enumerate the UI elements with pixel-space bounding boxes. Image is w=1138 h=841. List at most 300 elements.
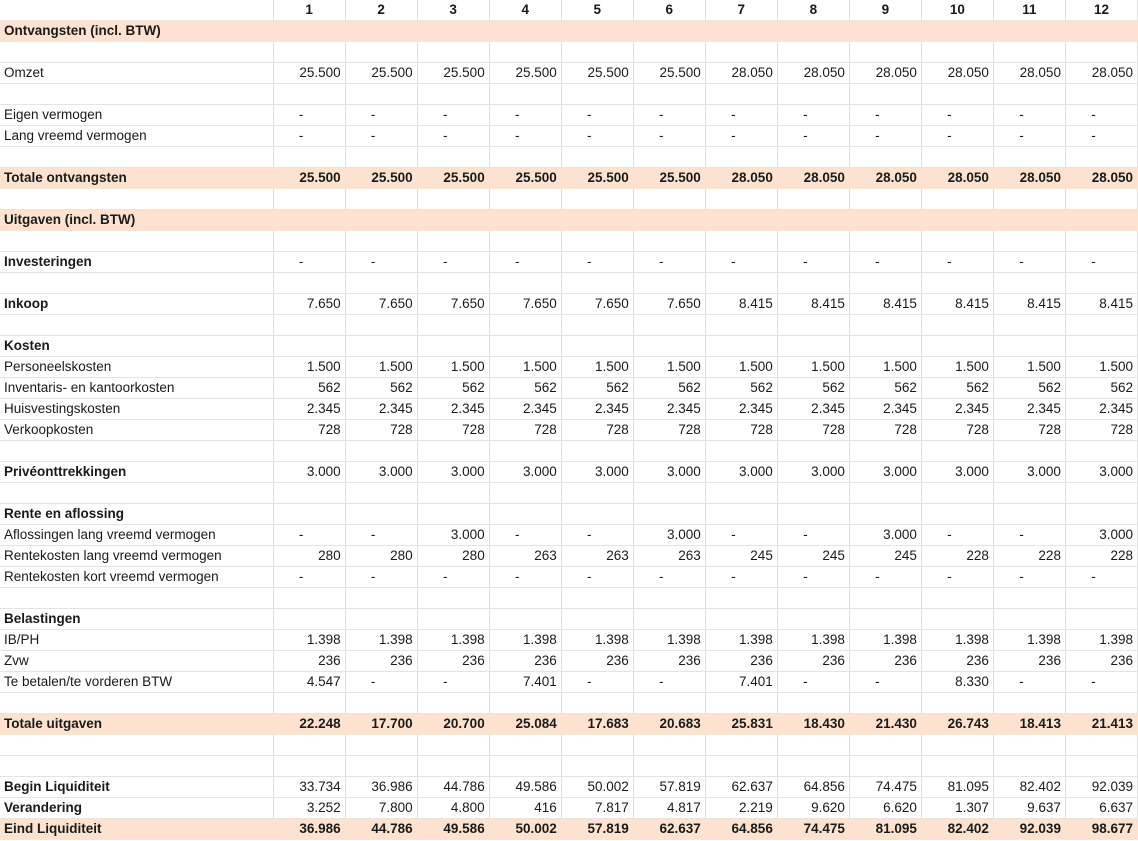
empty-cell[interactable]	[849, 693, 921, 714]
row-label-cell[interactable]	[0, 189, 273, 210]
value-cell[interactable]: 25.500	[561, 168, 633, 189]
empty-cell[interactable]	[921, 483, 993, 504]
empty-cell[interactable]	[921, 336, 993, 357]
value-cell[interactable]: -	[705, 567, 777, 588]
value-cell[interactable]: 9.637	[993, 798, 1065, 819]
value-cell[interactable]: 7.650	[633, 294, 705, 315]
empty-cell[interactable]	[849, 42, 921, 63]
value-cell[interactable]: -	[633, 126, 705, 147]
value-cell[interactable]: 25.084	[489, 714, 561, 735]
empty-cell[interactable]	[489, 609, 561, 630]
row-label-cell[interactable]	[0, 693, 273, 714]
empty-cell[interactable]	[273, 693, 345, 714]
row-label-cell[interactable]: Totale uitgaven	[0, 714, 273, 735]
value-cell[interactable]: 1.500	[777, 357, 849, 378]
empty-cell[interactable]	[489, 273, 561, 294]
empty-cell[interactable]	[273, 189, 345, 210]
empty-cell[interactable]	[273, 273, 345, 294]
empty-cell[interactable]	[417, 315, 489, 336]
value-cell[interactable]: 4.547	[273, 672, 345, 693]
value-cell[interactable]: 1.500	[993, 357, 1065, 378]
value-cell[interactable]: 17.700	[345, 714, 417, 735]
value-cell[interactable]: 28.050	[705, 168, 777, 189]
value-cell[interactable]: 728	[777, 420, 849, 441]
empty-cell[interactable]	[417, 273, 489, 294]
row-label-cell[interactable]	[0, 483, 273, 504]
value-cell[interactable]: 74.475	[777, 819, 849, 840]
empty-cell[interactable]	[489, 336, 561, 357]
empty-cell[interactable]	[993, 588, 1065, 609]
empty-cell[interactable]	[345, 756, 417, 777]
value-cell[interactable]: -	[921, 567, 993, 588]
value-cell[interactable]: 228	[1065, 546, 1137, 567]
empty-cell[interactable]	[921, 735, 993, 756]
value-cell[interactable]: -	[633, 672, 705, 693]
empty-cell[interactable]	[993, 84, 1065, 105]
value-cell[interactable]: -	[489, 252, 561, 273]
value-cell[interactable]: 280	[345, 546, 417, 567]
empty-cell[interactable]	[273, 231, 345, 252]
empty-cell[interactable]	[561, 273, 633, 294]
value-cell[interactable]: 21.413	[1065, 714, 1137, 735]
value-cell[interactable]: -	[273, 105, 345, 126]
empty-cell[interactable]	[777, 21, 849, 42]
value-cell[interactable]: 28.050	[777, 63, 849, 84]
value-cell[interactable]: 25.500	[273, 63, 345, 84]
empty-cell[interactable]	[705, 483, 777, 504]
empty-cell[interactable]	[273, 336, 345, 357]
empty-cell[interactable]	[417, 336, 489, 357]
value-cell[interactable]: 263	[489, 546, 561, 567]
value-cell[interactable]: 1.500	[1065, 357, 1137, 378]
value-cell[interactable]: 36.986	[345, 777, 417, 798]
empty-cell[interactable]	[849, 147, 921, 168]
empty-cell[interactable]	[993, 189, 1065, 210]
value-cell[interactable]: -	[777, 252, 849, 273]
empty-cell[interactable]	[489, 147, 561, 168]
empty-cell[interactable]	[561, 210, 633, 231]
value-cell[interactable]: 22.248	[273, 714, 345, 735]
value-cell[interactable]: 8.415	[705, 294, 777, 315]
empty-cell[interactable]	[345, 588, 417, 609]
value-cell[interactable]: 7.650	[345, 294, 417, 315]
empty-cell[interactable]	[921, 210, 993, 231]
value-cell[interactable]: -	[993, 105, 1065, 126]
value-cell[interactable]: -	[993, 672, 1065, 693]
value-cell[interactable]: 1.500	[273, 357, 345, 378]
value-cell[interactable]: 263	[633, 546, 705, 567]
value-cell[interactable]: -	[849, 567, 921, 588]
value-cell[interactable]: 1.398	[1065, 630, 1137, 651]
value-cell[interactable]: 28.050	[1065, 168, 1137, 189]
value-cell[interactable]: 62.637	[633, 819, 705, 840]
empty-cell[interactable]	[921, 84, 993, 105]
empty-cell[interactable]	[705, 735, 777, 756]
value-cell[interactable]: 3.000	[921, 462, 993, 483]
empty-cell[interactable]	[561, 504, 633, 525]
row-label-cell[interactable]: Te betalen/te vorderen BTW	[0, 672, 273, 693]
value-cell[interactable]: 1.500	[633, 357, 705, 378]
value-cell[interactable]: -	[345, 525, 417, 546]
empty-cell[interactable]	[633, 210, 705, 231]
empty-cell[interactable]	[849, 84, 921, 105]
value-cell[interactable]: -	[273, 252, 345, 273]
value-cell[interactable]: -	[489, 126, 561, 147]
empty-cell[interactable]	[777, 441, 849, 462]
value-cell[interactable]: 562	[1065, 378, 1137, 399]
value-cell[interactable]: 1.398	[777, 630, 849, 651]
value-cell[interactable]: -	[417, 672, 489, 693]
value-cell[interactable]: 1.500	[705, 357, 777, 378]
value-cell[interactable]: 7.650	[273, 294, 345, 315]
empty-cell[interactable]	[561, 483, 633, 504]
empty-cell[interactable]	[273, 609, 345, 630]
empty-cell[interactable]	[921, 441, 993, 462]
empty-cell[interactable]	[633, 693, 705, 714]
value-cell[interactable]: 44.786	[345, 819, 417, 840]
value-cell[interactable]: -	[993, 525, 1065, 546]
value-cell[interactable]: -	[849, 672, 921, 693]
row-label-cell[interactable]: Uitgaven (incl. BTW)	[0, 210, 273, 231]
empty-cell[interactable]	[849, 21, 921, 42]
empty-cell[interactable]	[633, 21, 705, 42]
row-label-cell[interactable]: Rente en aflossing	[0, 504, 273, 525]
value-cell[interactable]: 7.401	[705, 672, 777, 693]
value-cell[interactable]: -	[705, 105, 777, 126]
empty-cell[interactable]	[489, 42, 561, 63]
value-cell[interactable]: 1.500	[345, 357, 417, 378]
empty-cell[interactable]	[561, 189, 633, 210]
empty-cell[interactable]	[633, 189, 705, 210]
value-cell[interactable]: 2.345	[489, 399, 561, 420]
value-cell[interactable]: 1.398	[417, 630, 489, 651]
value-cell[interactable]: 7.817	[561, 798, 633, 819]
empty-cell[interactable]	[777, 231, 849, 252]
row-label-cell[interactable]: Eigen vermogen	[0, 105, 273, 126]
empty-cell[interactable]	[561, 609, 633, 630]
value-cell[interactable]: -	[561, 105, 633, 126]
empty-cell[interactable]	[849, 735, 921, 756]
value-cell[interactable]: 81.095	[849, 819, 921, 840]
empty-cell[interactable]	[273, 42, 345, 63]
value-cell[interactable]: 562	[273, 378, 345, 399]
value-cell[interactable]: 25.831	[705, 714, 777, 735]
value-cell[interactable]: -	[345, 567, 417, 588]
empty-cell[interactable]	[993, 441, 1065, 462]
value-cell[interactable]: 3.000	[849, 462, 921, 483]
row-label-cell[interactable]: Omzet	[0, 63, 273, 84]
value-cell[interactable]: 3.000	[777, 462, 849, 483]
empty-cell[interactable]	[633, 336, 705, 357]
value-cell[interactable]: -	[1065, 126, 1137, 147]
empty-cell[interactable]	[489, 735, 561, 756]
empty-cell[interactable]	[273, 588, 345, 609]
value-cell[interactable]: 28.050	[849, 168, 921, 189]
empty-cell[interactable]	[489, 504, 561, 525]
value-cell[interactable]: 50.002	[489, 819, 561, 840]
empty-cell[interactable]	[417, 504, 489, 525]
empty-cell[interactable]	[417, 588, 489, 609]
value-cell[interactable]: 3.252	[273, 798, 345, 819]
value-cell[interactable]: 236	[705, 651, 777, 672]
empty-cell[interactable]	[1065, 273, 1137, 294]
value-cell[interactable]: 3.000	[417, 525, 489, 546]
row-label-cell[interactable]: Rentekosten lang vreemd vermogen	[0, 546, 273, 567]
empty-cell[interactable]	[849, 315, 921, 336]
value-cell[interactable]: 236	[1065, 651, 1137, 672]
value-cell[interactable]: -	[921, 525, 993, 546]
value-cell[interactable]: 28.050	[849, 63, 921, 84]
month-header-cell[interactable]: 10	[921, 0, 993, 21]
empty-cell[interactable]	[921, 189, 993, 210]
empty-cell[interactable]	[345, 336, 417, 357]
empty-cell[interactable]	[705, 336, 777, 357]
value-cell[interactable]: 3.000	[273, 462, 345, 483]
value-cell[interactable]: -	[921, 252, 993, 273]
empty-cell[interactable]	[777, 315, 849, 336]
value-cell[interactable]: 562	[345, 378, 417, 399]
row-label-cell[interactable]: Inkoop	[0, 294, 273, 315]
value-cell[interactable]: 562	[705, 378, 777, 399]
value-cell[interactable]: 3.000	[489, 462, 561, 483]
empty-cell[interactable]	[849, 231, 921, 252]
empty-cell[interactable]	[849, 588, 921, 609]
value-cell[interactable]: 3.000	[633, 525, 705, 546]
empty-cell[interactable]	[993, 609, 1065, 630]
value-cell[interactable]: -	[777, 105, 849, 126]
value-cell[interactable]: 728	[417, 420, 489, 441]
empty-cell[interactable]	[345, 42, 417, 63]
value-cell[interactable]: 18.430	[777, 714, 849, 735]
value-cell[interactable]: 8.415	[921, 294, 993, 315]
empty-cell[interactable]	[561, 84, 633, 105]
empty-cell[interactable]	[921, 504, 993, 525]
value-cell[interactable]: 25.500	[345, 63, 417, 84]
value-cell[interactable]: 2.345	[921, 399, 993, 420]
empty-cell[interactable]	[993, 273, 1065, 294]
value-cell[interactable]: 1.398	[849, 630, 921, 651]
value-cell[interactable]: -	[1065, 105, 1137, 126]
value-cell[interactable]: 263	[561, 546, 633, 567]
value-cell[interactable]: 7.800	[345, 798, 417, 819]
value-cell[interactable]: 228	[993, 546, 1065, 567]
value-cell[interactable]: 25.500	[417, 63, 489, 84]
value-cell[interactable]: 20.683	[633, 714, 705, 735]
value-cell[interactable]: 728	[705, 420, 777, 441]
row-label-cell[interactable]: Zvw	[0, 651, 273, 672]
value-cell[interactable]: 1.398	[561, 630, 633, 651]
empty-cell[interactable]	[1065, 735, 1137, 756]
empty-cell[interactable]	[489, 441, 561, 462]
value-cell[interactable]: 81.095	[921, 777, 993, 798]
empty-cell[interactable]	[777, 609, 849, 630]
empty-cell[interactable]	[921, 315, 993, 336]
value-cell[interactable]: 26.743	[921, 714, 993, 735]
row-label-cell[interactable]	[0, 756, 273, 777]
month-header-cell[interactable]: 8	[777, 0, 849, 21]
row-label-cell[interactable]	[0, 231, 273, 252]
empty-cell[interactable]	[993, 756, 1065, 777]
empty-cell[interactable]	[417, 189, 489, 210]
empty-cell[interactable]	[705, 231, 777, 252]
value-cell[interactable]: 8.415	[849, 294, 921, 315]
empty-cell[interactable]	[633, 273, 705, 294]
value-cell[interactable]: 28.050	[993, 63, 1065, 84]
row-label-cell[interactable]: Inventaris- en kantoorkosten	[0, 378, 273, 399]
empty-cell[interactable]	[633, 483, 705, 504]
value-cell[interactable]: 6.637	[1065, 798, 1137, 819]
empty-cell[interactable]	[273, 735, 345, 756]
value-cell[interactable]: -	[489, 105, 561, 126]
empty-cell[interactable]	[921, 231, 993, 252]
value-cell[interactable]: 2.345	[273, 399, 345, 420]
empty-cell[interactable]	[777, 693, 849, 714]
value-cell[interactable]: -	[777, 567, 849, 588]
empty-cell[interactable]	[633, 231, 705, 252]
empty-cell[interactable]	[705, 147, 777, 168]
value-cell[interactable]: 44.786	[417, 777, 489, 798]
empty-cell[interactable]	[1065, 84, 1137, 105]
value-cell[interactable]: -	[561, 126, 633, 147]
value-cell[interactable]: 245	[705, 546, 777, 567]
empty-cell[interactable]	[1065, 231, 1137, 252]
value-cell[interactable]: 2.345	[561, 399, 633, 420]
empty-cell[interactable]	[1065, 189, 1137, 210]
empty-cell[interactable]	[345, 441, 417, 462]
value-cell[interactable]: -	[417, 126, 489, 147]
value-cell[interactable]: 1.500	[561, 357, 633, 378]
value-cell[interactable]: -	[417, 252, 489, 273]
row-label-cell[interactable]: Personeelskosten	[0, 357, 273, 378]
value-cell[interactable]: 28.050	[705, 63, 777, 84]
row-label-cell[interactable]	[0, 315, 273, 336]
empty-cell[interactable]	[633, 504, 705, 525]
month-header-cell[interactable]: 12	[1065, 0, 1137, 21]
value-cell[interactable]: 1.398	[993, 630, 1065, 651]
empty-cell[interactable]	[993, 735, 1065, 756]
row-label-cell[interactable]: Totale ontvangsten	[0, 168, 273, 189]
value-cell[interactable]: 49.586	[489, 777, 561, 798]
empty-cell[interactable]	[1065, 42, 1137, 63]
empty-cell[interactable]	[993, 336, 1065, 357]
empty-cell[interactable]	[417, 609, 489, 630]
empty-cell[interactable]	[777, 210, 849, 231]
value-cell[interactable]: 3.000	[849, 525, 921, 546]
empty-cell[interactable]	[345, 231, 417, 252]
value-cell[interactable]: 2.345	[633, 399, 705, 420]
empty-cell[interactable]	[921, 693, 993, 714]
value-cell[interactable]: 82.402	[993, 777, 1065, 798]
row-label-cell[interactable]: Verkoopkosten	[0, 420, 273, 441]
value-cell[interactable]: 3.000	[345, 462, 417, 483]
empty-cell[interactable]	[777, 756, 849, 777]
value-cell[interactable]: -	[561, 567, 633, 588]
empty-cell[interactable]	[849, 483, 921, 504]
value-cell[interactable]: 2.219	[705, 798, 777, 819]
empty-cell[interactable]	[777, 42, 849, 63]
value-cell[interactable]: 236	[849, 651, 921, 672]
empty-cell[interactable]	[705, 693, 777, 714]
value-cell[interactable]: -	[633, 567, 705, 588]
value-cell[interactable]: 7.650	[417, 294, 489, 315]
empty-cell[interactable]	[417, 693, 489, 714]
empty-cell[interactable]	[417, 42, 489, 63]
value-cell[interactable]: 1.398	[705, 630, 777, 651]
value-cell[interactable]: -	[777, 672, 849, 693]
value-cell[interactable]: -	[273, 525, 345, 546]
value-cell[interactable]: 9.620	[777, 798, 849, 819]
empty-cell[interactable]	[561, 756, 633, 777]
value-cell[interactable]: 280	[417, 546, 489, 567]
value-cell[interactable]: 57.819	[561, 819, 633, 840]
empty-cell[interactable]	[993, 231, 1065, 252]
empty-cell[interactable]	[633, 588, 705, 609]
empty-cell[interactable]	[993, 147, 1065, 168]
month-header-cell[interactable]: 1	[273, 0, 345, 21]
value-cell[interactable]: 3.000	[993, 462, 1065, 483]
empty-cell[interactable]	[1065, 609, 1137, 630]
empty-cell[interactable]	[777, 336, 849, 357]
value-cell[interactable]: 92.039	[1065, 777, 1137, 798]
empty-cell[interactable]	[489, 231, 561, 252]
empty-cell[interactable]	[633, 147, 705, 168]
empty-cell[interactable]	[633, 315, 705, 336]
value-cell[interactable]: 25.500	[417, 168, 489, 189]
empty-cell[interactable]	[633, 609, 705, 630]
month-header-cell[interactable]: 6	[633, 0, 705, 21]
empty-cell[interactable]	[705, 609, 777, 630]
empty-cell[interactable]	[273, 504, 345, 525]
row-label-cell[interactable]: Belastingen	[0, 609, 273, 630]
value-cell[interactable]: -	[345, 105, 417, 126]
empty-cell[interactable]	[849, 189, 921, 210]
row-label-cell[interactable]	[0, 84, 273, 105]
empty-cell[interactable]	[489, 21, 561, 42]
empty-cell[interactable]	[1065, 483, 1137, 504]
empty-cell[interactable]	[273, 315, 345, 336]
value-cell[interactable]: 57.819	[633, 777, 705, 798]
value-cell[interactable]: 3.000	[417, 462, 489, 483]
empty-cell[interactable]	[561, 441, 633, 462]
row-label-cell[interactable]	[0, 147, 273, 168]
empty-cell[interactable]	[993, 210, 1065, 231]
empty-cell[interactable]	[777, 84, 849, 105]
value-cell[interactable]: 562	[417, 378, 489, 399]
value-cell[interactable]: 416	[489, 798, 561, 819]
value-cell[interactable]: 728	[993, 420, 1065, 441]
empty-cell[interactable]	[489, 693, 561, 714]
value-cell[interactable]: -	[1065, 252, 1137, 273]
empty-cell[interactable]	[705, 273, 777, 294]
value-cell[interactable]: 25.500	[489, 63, 561, 84]
value-cell[interactable]: -	[345, 672, 417, 693]
value-cell[interactable]: -	[561, 525, 633, 546]
value-cell[interactable]: -	[993, 252, 1065, 273]
empty-cell[interactable]	[345, 21, 417, 42]
month-header-cell[interactable]: 7	[705, 0, 777, 21]
value-cell[interactable]: 2.345	[1065, 399, 1137, 420]
value-cell[interactable]: 236	[489, 651, 561, 672]
value-cell[interactable]: 728	[273, 420, 345, 441]
value-cell[interactable]: 6.620	[849, 798, 921, 819]
value-cell[interactable]: 25.500	[633, 63, 705, 84]
value-cell[interactable]: 236	[417, 651, 489, 672]
row-label-cell[interactable]: Ontvangsten (incl. BTW)	[0, 21, 273, 42]
value-cell[interactable]: 1.500	[921, 357, 993, 378]
empty-cell[interactable]	[489, 84, 561, 105]
value-cell[interactable]: 280	[273, 546, 345, 567]
empty-cell[interactable]	[849, 210, 921, 231]
